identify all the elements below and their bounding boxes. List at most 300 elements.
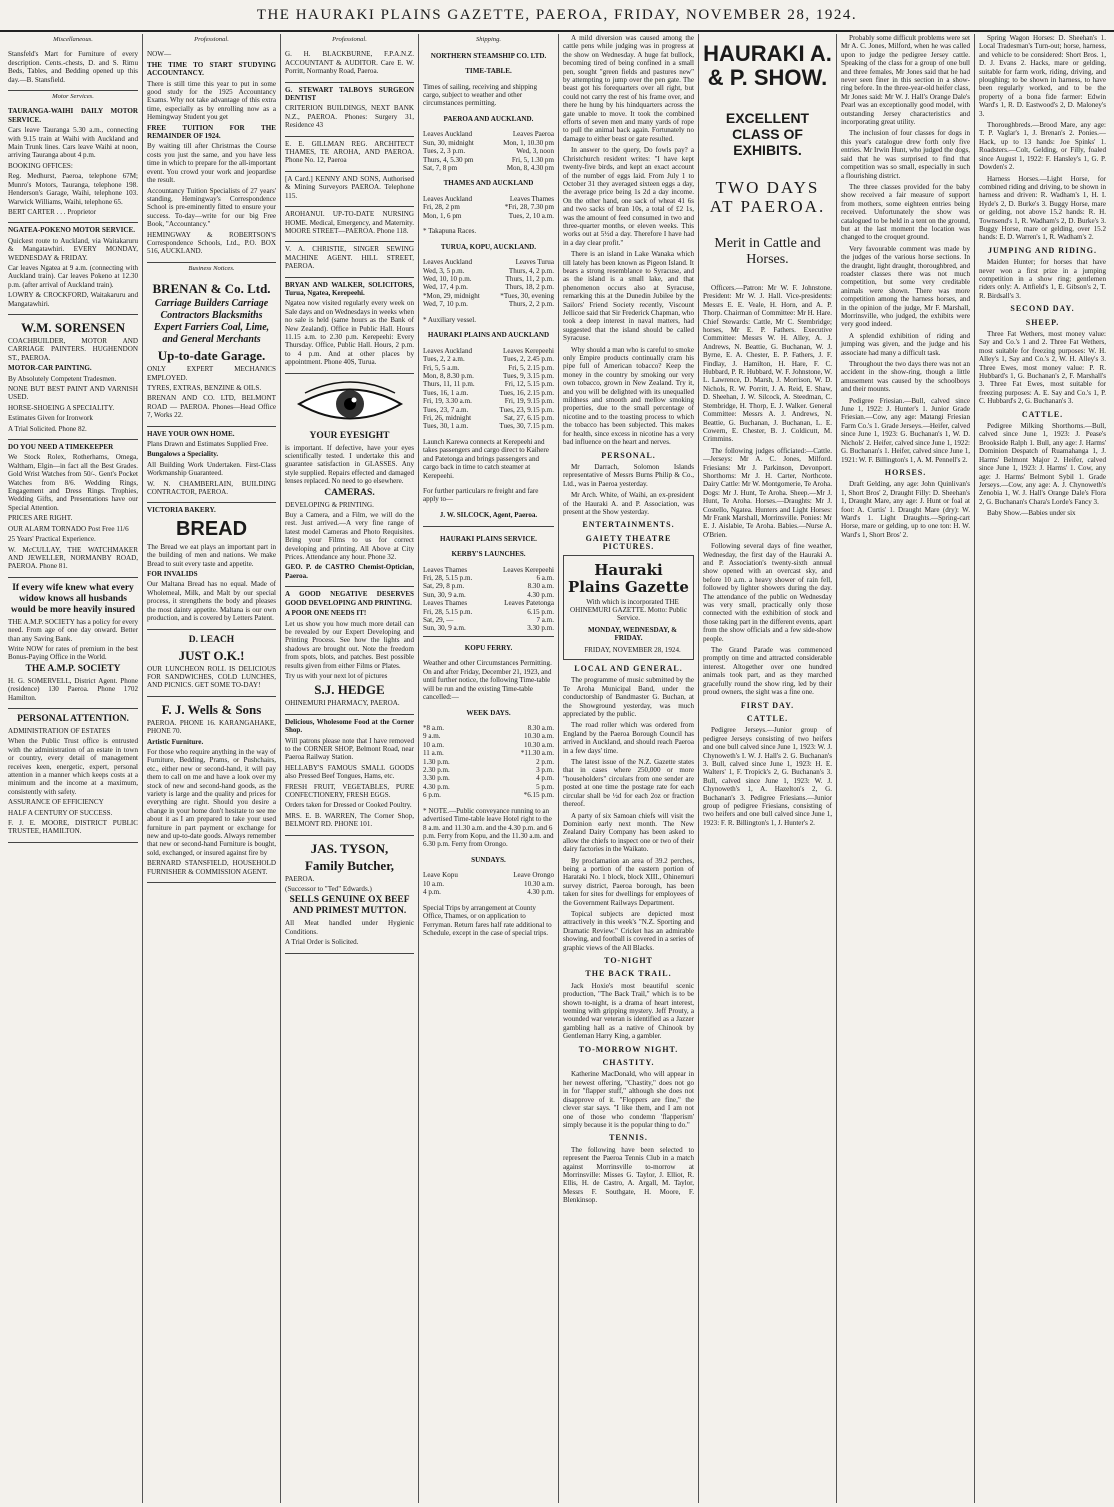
timetable-cell: 4 p.m. (536, 774, 554, 783)
timetable-row (423, 566, 554, 574)
own-home-title: HAVE YOUR OWN HOME. (147, 429, 235, 438)
timetable-cell: Sat, 29, — (423, 616, 454, 624)
timetable-row (423, 724, 554, 732)
mild-text: A mild diversion was caused among the cattle pens while judging was in progress at the show on Wednesday. A huge fat bullock, becoming tired of being confined in a small pen, sought "green fields and pastures new" by attempting to jump over the pen gate. The beast got his forequarters over all right, but could not carry the rest of his frame over, and there he hung by his hindquarters across the gate unable to move. It took the combined efforts of seven men and many yards of rope to pull the animal back again. Fortunately no damage to either beast or gate resulted. (563, 34, 694, 143)
section-head-motor: Motor Services. (52, 93, 94, 101)
tomorrow-head: TO-MORROW NIGHT. (578, 1044, 679, 1054)
sundays-table (423, 871, 554, 896)
timetable-cell: Fri, 5, 2.15 p.m. (508, 363, 554, 372)
timetable-cell: Leaves Patetonga (504, 599, 554, 608)
timetable-cell: 8.30 a.m. (527, 724, 554, 733)
timetable-cell: *Mon, 29, midnight (423, 291, 480, 300)
tyson-succ: (Successor to "Ted" Edwards.) (285, 885, 372, 894)
garage-title: Up-to-date Garage. (157, 348, 266, 364)
horses-head: HORSES. (884, 467, 927, 477)
timetable-row (423, 422, 554, 430)
divider (423, 526, 554, 527)
timetable-cell: Thurs, 18, 2 p.m. (505, 283, 554, 292)
timetable-cell: 3.30 p.m. (527, 624, 554, 633)
bakery-ad (147, 503, 276, 629)
tauranga-text: Cars leave Tauranga 5.30 a.m., connecting with 9.15 train at Waihi with Auckland and Main Trunk lines. Cars leave Waihi at noon, arriving Tauranga about 4 p.m. (8, 126, 138, 160)
masthead-title: THE HAURAKI PLAINS GAZETTE, PAEROA, FRIDAY, NOVEMBER 28, 1924. (256, 7, 858, 23)
favourable-text: Very favourable comment was made by the judges of the various horse sections. In the draught, light draught, thoroughbred, and roadster classes there was not much competition, but some very creditable animals were shown. There was more competition among the harness horses, and in the opinion of the judge, Mr F. Marshall, Morrinsville, who judged, the exhibits were very good indeed. (841, 244, 970, 329)
timetable-row (423, 888, 554, 896)
local-text1: The programme of music submitted by the Te Aroha Municipal Band, under the conductorship of Bandmaster G. Buchan, at the Showground yesterday, was much appreciated by the public. (563, 676, 694, 719)
timetable-cell: Tues, 16, 1 a.m. (423, 388, 469, 397)
timetable-row (423, 372, 554, 380)
just-ok: JUST O.K.! (178, 647, 245, 663)
local-text4: A party of six Samoan chiefs will visit the Dominion early next month. The New Zealand Dairy Company has been asked to allow the chiefs to inspect one or two of their dairy factories in the Waikato. (563, 811, 694, 854)
mccullay-text: W. McCULLAY, THE WATCHMAKER AND JEWELLER, NORMANBY ROAD, PAEROA. Phone 81. (8, 545, 138, 571)
section-head-misc: Miscellaneous. (53, 36, 93, 43)
bread-text: The Bread we eat plays an important part in the building of men and nations. We make Bread to suit every taste and appetite. (147, 542, 276, 568)
tauranga-ad (8, 104, 138, 223)
timetable-row (423, 732, 554, 740)
sheep-text: Three Fat Wethers, most money value: Say and Co.'s 1 and 2. Three Fat Wethers, most suitable for freezing purposes: W. H. Alley's 1, Say and Co.'s 2, W. H. Alley's 3. Three Ewes, most money value: P. R. Hubbard's 1, G. Buchanan's 2, F. Marshall's 3. Three Fat Ewes, most suitable for freezing purposes: A. E. Say and Co.'s 1, P. C. Hubbard's 2, G. Buchanan's 3. (979, 330, 1106, 406)
estates-text: When the Public Trust office is entrusted with the administration of an estate in town or country, every detail of management receives keen, energetic, expert, personal attention in a manner which keeps costs at a minimum and the income at a maximum, consistently with safety. (8, 737, 138, 796)
section-head-shipping: Shipping. (475, 36, 502, 43)
corner-shop-ad (285, 715, 414, 836)
timetable-row (423, 397, 554, 405)
exhibit-text: The inclusion of four classes for dogs in this year's catalogue drew forth only five entries. Mr Irwin Hunt, who judged the dogs, said that he was surprised to find that competition was so small, especially in such a flourishing district. (841, 129, 970, 180)
why-text: Why should a man who is careful to smoke only Empire products continually cram his pipe full of American tobacco? Keep the money in the country by smoking our very own tobacco, grown in New Zealand. Try it, and you will be delighted with its unequalled mildness and smooth and mellow smoking properties, due to the small percentage of nicotine and to the toasting process to which the tobacco has been subjected. This makes for health, since excess in nicotine has a very bad influence on the heart and nerves. (563, 345, 694, 447)
timetable-row (423, 164, 554, 172)
stansfeld-ad (8, 47, 138, 91)
timetable-cell: 10.30 a.m. (524, 879, 554, 888)
criterion: CRITERION BUILDINGS, NEXT BANK N.Z., PAEROA. Phones: Surgery 31, Residence 43 (285, 104, 414, 130)
column-8 (974, 34, 1110, 1503)
fresh: FRESH FRUIT, VEGETABLES, PURE CONFECTIONERY, FRESH EGGS. (285, 782, 414, 799)
first-day-head: FIRST DAY. (740, 700, 795, 710)
tauranga-title: TAURANGA-WAIHI DAILY MOTOR SERVICE. (8, 107, 138, 124)
timetable-cell: Leaves Kerepeehi (502, 565, 554, 574)
timetable-cell: 6.15 p.m. (527, 607, 554, 616)
meat: All Meat handled under Hygienic Conditions. (285, 919, 414, 936)
timetable-cell: Tues, 2, 3 p.m. (423, 147, 466, 156)
local-text2: The road roller which was ordered from England by the Paeroa Borough Council has arrived in Auckland, and should reach Paeroa in a few days' time. (563, 721, 694, 755)
start-text3: Accountancy Tuition Specialists of 27 years' standing, Hemingway's Correspondence School is pre-eminently fitted to ensure your success. To-day—write for our big Free Book, "Accountancy." (147, 186, 276, 229)
tyson-sub: Family Butcher, (304, 857, 395, 873)
now-text: NOW— (147, 50, 172, 59)
timetable-cell: Fri, 28, 5.15 p.m. (423, 607, 473, 616)
timekeeper-ad (8, 440, 138, 578)
personal-title: PERSONAL ATTENTION. (17, 713, 129, 724)
start-text: There is still time this year to put in some good study for the 1925 Accountancy Exams. Why not take advantage of this extra time, especially as by enrolling now as a Hemingway Student you get (147, 79, 276, 122)
talboys: G. STEWART TALBOYS SURGEON DENTIST (285, 85, 414, 103)
timetable-cell: 10 a.m. (423, 740, 445, 749)
cattle-head-2: CATTLE. (1021, 409, 1064, 419)
timetable-row (423, 300, 554, 308)
wife-text: If every wife knew what every widow knows all husbands would be more heavily insured (10, 582, 136, 615)
section-head-professional-2: Professional. (332, 36, 367, 43)
booking-title: BOOKING OFFICES: (8, 161, 73, 170)
timetable-cell: Thurs, 2, 2 p.m. (508, 300, 554, 309)
timetable-cell: Fri, 19, 3.30 a.m. (423, 397, 472, 406)
timetable-cell: 2 p.m. (536, 757, 554, 766)
timetable-row (423, 275, 554, 283)
note-text: * NOTE.—Public conveyance running to an advertised Time-table leave Hotel right to the 8 a.m. and 11.30 a.m. and the 4.30 p.m. and 6 p.m. Ferry from Kopu, and the 11.30 a.m. and 6.30 p.m. Ferry from Orongo. (423, 806, 554, 849)
headline-show: HAURAKI A. & P. SHOW. (703, 41, 832, 90)
sorensen-line1: MOTOR-CAR PAINTING. (8, 364, 92, 373)
ngatea-title: NGATEA-POKENO MOTOR SERVICE. (8, 226, 135, 235)
cattle-head: CATTLE. (746, 713, 789, 723)
half-century: HALF A CENTURY OF SUCCESS. (8, 808, 113, 817)
wells-addr: PAEROA. PHONE 16. KARANGAHAKE, PHONE 70. (147, 718, 276, 736)
free-tuition: FREE TUITION FOR THE REMAINDER OF 1924. (147, 123, 276, 141)
headline-two-days: TWO DAYS AT PAEROA. (709, 178, 826, 216)
three-classes-text: The three classes provided for the baby show received a fair measure of support from mothers, some eighteen entries being received. Unfortunately the show was catalogued to be held in a tent on the ground, but at the last moment the location was changed to the croquet ground. (841, 182, 970, 242)
timetable-cell: Leaves Auckland (423, 194, 473, 203)
northern: NORTHERN STEAMSHIP CO. LTD. (430, 51, 547, 60)
hp-service: HAURAKI PLAINS SERVICE. (440, 534, 537, 543)
timetable-row (423, 783, 554, 791)
gazette-box (563, 555, 694, 660)
column-7 (836, 34, 974, 1503)
corner-shop: Delicious, Wholesome Food at the Corner Shop. (285, 717, 414, 735)
timetable-cell: Leaves Kerepeehi (502, 346, 554, 355)
booking-sign: BERT CARTER . . . Proprietor (8, 207, 97, 216)
timetable-row (423, 741, 554, 749)
section-head-business: Business Notices. (188, 264, 235, 272)
hemingway-sign: HEMINGWAY & ROBERTSON'S Correspondence Schools, Ltd., P.O. BOX 516, AUCKLAND. (147, 230, 276, 256)
harness-text: Harness Horses.—Light Horse, for combined riding and driving, to be shown in harness and driven: R. Wadham's 1, H. I. Hyde's 2, D. Burke's 3. Buggy Horse, mare or gelding, not above 15.2 hands: R. H. Townsend's 1, R. Wadham's 2, D. Burke's 3. Buggy Horse, mare or gelding, over 15.2 hands: E. D. Warren's 1, R. Wadham's 2. (979, 174, 1106, 242)
column-6 (698, 34, 836, 1503)
timetable-row (423, 283, 554, 291)
blackburne: G. H. BLACKBURNE, F.P.A.N.Z. ACCOUNTANT & AUDITOR. Care E. W. Porritt, Normanby Road, Paeroa. (285, 50, 414, 76)
timetable-row (423, 766, 554, 774)
timetable-cell: Leaves Thames (423, 599, 468, 608)
own-home-text2: All Building Work Undertaken. First-Class Workmanship Guaranteed. (147, 460, 276, 478)
negative-text: Let us show you how much more detail can be revealed by our Expert Developing and Printing Process. See how the lights and shadows are brought out. Note the freedom from spots, blots, and patches. Best possible results given from either Films or Plates. (285, 619, 414, 670)
arohanui-ad (285, 207, 414, 242)
ngatea-text2: Car leaves Ngatea at 9 a.m. (connecting with Auckland train). Car leaves Pokeno at 12.30 p.m. (after arrival of Auckland train). (8, 263, 138, 289)
thames-auckland-table (423, 195, 554, 220)
timetable-row (423, 880, 554, 888)
brenan-title: BRENAN & Co. Ltd. (152, 281, 271, 297)
timetable-cell: *8 a.m. (423, 724, 445, 733)
try-us: Try us with your next lot of pictures (285, 671, 388, 680)
hemingway-ad (147, 47, 276, 262)
artistic-text: For those who require anything in the way of Furniture, Bedding, Prams, or Pushchairs, etc., either new or second-hand, it will pay them to call on me and have a look over my stock of new and second-hand goods, as the variety is large and the quality and prices for everything are right. Should you desire a change in your home don't hesitate to see me about it as I am prepared to take your used furniture in part payment or exchange for new and up-to-date goods. Always remember that new or second-hand Furniture is bought, sold, exchanged, or insured against fire by (147, 747, 276, 857)
orders: Orders taken for Dressed or Cooked Poultry. (285, 801, 412, 810)
local-text5: By proclamation an area of 39.2 perches, being a portion of the eastern portion of Harataki No. 1 block, block XIII., Ohinemuri survey district, Paeroa borough, has been taken for sites for dwellings for employees of the Government Railways Department. (563, 856, 694, 907)
timetable-row (423, 758, 554, 766)
timetable-cell: 10.30 a.m. (524, 740, 554, 749)
timetable-row (423, 195, 554, 203)
timetable-cell: Tues, 2, 2.45 p.m. (503, 355, 554, 364)
timetable-row (423, 749, 554, 757)
sorensen-line6: A Trial Solicited. Phone 82. (8, 424, 87, 433)
brenan-lines: Carriage Builders Carriage Contractors Blacksmiths Expert Farriers Coal, Lime, and General Merchants (153, 298, 270, 346)
timetable-cell: Tues, 30, 7.15 p.m. (499, 422, 554, 431)
timetable-cell: Sat, 29, 8 p.m. (423, 582, 465, 591)
timetable-row (423, 355, 554, 363)
local-text3: The latest issue of the N.Z. Gazette states that in cases where 250,000 or more "householders" circulars from one sender are posted at one time the postage rate for each circular shall be ½d for each 2oz or fraction thereof. (563, 758, 694, 809)
corner-text: Will patrons please note that I have removed to the CORNER SHOP, Belmont Road, near Paeroa Railway Station. (285, 736, 414, 762)
timetable-row (423, 599, 554, 607)
timetable-cell: Leaves Auckland (423, 258, 473, 267)
entertainments-head: ENTERTAINMENTS. (582, 520, 675, 530)
timetable-row (423, 347, 554, 355)
timetable-row (423, 406, 554, 414)
timetable-cell: Leave Kopu (423, 871, 458, 880)
gazette-title: Hauraki Plains Gazette (568, 560, 689, 596)
start-title: THE TIME TO START STUDYING ACCOUNTANCY. (147, 60, 276, 78)
timetable-cell: *11.30 a.m. (520, 749, 554, 758)
timekeeper-text: We Stock Rolex, Rotherhams, Omega, Waltham, Elgin—in fact all the Best Grades. Gold Wrist Watches from 50/-. Gent's Pocket Watches from 8/6. Wedding Rings, Engagement and Dress Rings. Trophies, Wedding Gifts, and Presentations have our Special Attention. (8, 453, 138, 512)
ngatea-text: Quickest route to Auckland, via Waitakaruru & Mangatawhiri. EVERY MONDAY, WEDNESDAY & FRIDAY. (8, 236, 138, 262)
turua-kopu-table (423, 258, 554, 308)
personal-head: PERSONAL. (601, 450, 656, 460)
kopu-ferry: KOPU FERRY. (464, 643, 513, 652)
hedge-sub: OHINEMURI PHARMACY, PAEROA. (285, 699, 400, 708)
timetable-row (423, 389, 554, 397)
paeroa-auckland-title: PAEROA AND AUCKLAND. (443, 114, 534, 123)
start-text2: By waiting till after Christmas the Course costs you just the same, and you have less time in which to prepare for the all-important event. You crowd your work and jeopardise the result. (147, 142, 276, 185)
stansfield-sign: BERNARD STANSFIELD, HOUSEHOLD FURNISHER & COMMISSION AGENT. (147, 859, 276, 876)
garage-tyres: TYRES, EXTRAS, BENZINE & OILS. (147, 383, 262, 392)
chastity-head: CHASTITY. (602, 1058, 655, 1068)
timetable-cell: Wed, 10, 10 p.m. (423, 275, 472, 284)
timetable-cell: Wed, 3, noon (516, 147, 554, 156)
timetable-cell: Mon, 1, 10.30 pm (503, 138, 554, 147)
timetable-cell: 4.30 p.m. (423, 782, 450, 791)
timetable-cell: Wed, 17, 4 p.m. (423, 283, 468, 292)
tyson-paeroa: PAEROA. (285, 874, 315, 883)
timetable-cell: *6.15 p.m. (523, 791, 554, 800)
baby-show-text: Baby Show.—Babies under six (987, 509, 1076, 518)
gazette-date: FRIDAY, NOVEMBER 28, 1924. (584, 645, 681, 654)
timetable-cell: Leave Orongo (513, 871, 554, 880)
brenan-ad (147, 276, 276, 426)
timetable-cell: Fri, 19, 9.15 p.m. (504, 397, 554, 406)
eyesight-text: is important. If defective, have your eyes scientifically tested. I undertake this and guarantee satisfaction in GLASSES. Any style supplied. Repairs effected and damaged lenses replaced. No need to go elsewhere. (285, 443, 414, 486)
garage-text: ONLY EXPERT MECHANICS EMPLOYED. (147, 365, 276, 382)
timetable-cell: Sun, 30, 9 a.m. (423, 590, 466, 599)
cattle-text-2: Pedigree Milking Shorthorns.—Bull, calved since June 1, 1923: J. Pease's Brookside Ralph 1. Bull, any age: J. Harms' Dominion Despatch of Ruamahanga 1, J. Harms' Belmont Major 2. Heifer, calved since June 1, 1923: J. Harms' 1. Cow, any age: J. Harms' Belmont Sybil 1. Grade Jerseys.—Cow, any age: A. J. Chynoweth's Zenobia 1, W. J. Hall's Orange Dale's Flora 2, G. Buchanan's Chara's Lorde's Fancy 3. (979, 422, 1106, 506)
timetable-row (423, 380, 554, 388)
timetable-row (423, 774, 554, 782)
local-text6: Topical subjects are depicted most attractively in this week's "N.Z. Sporting and Dramatic Review." Cricket has an admirable showing, and football is covered in a series of graphic views of the All Blacks. (563, 909, 694, 952)
timetable-row (423, 871, 554, 879)
timetable-row (423, 156, 554, 164)
timetable-cell: Tues, 9, 3.15 p.m. (503, 372, 554, 380)
sorensen-title: W.M. SORENSEN (21, 319, 125, 335)
timekeeper-alarm: OUR ALARM TORNADO Post Free 11/6 (8, 524, 129, 533)
timekeeper-exp: 25 Years' Practical Experience. (8, 535, 96, 544)
timetable-cell: Wed, 7, 10 p.m. (423, 300, 468, 309)
christie: V. A. CHRISTIE, SINGER SEWING MACHINE AGENT. HILL STREET, PAEROA. (285, 245, 414, 271)
timetable-cell: 3 p.m. (536, 766, 554, 775)
timetable-cell: Mon, 1, 6 pm (423, 211, 462, 220)
timetable-cell: Fri, 12, 5.15 p.m. (504, 380, 554, 389)
silcock: J. W. SILCOCK, Agent, Paeroa. (439, 510, 538, 519)
timetable-cell: Tues, 23, 9.15 p.m. (499, 405, 554, 414)
timekeeper-prices: PRICES ARE RIGHT. (8, 514, 73, 523)
turua-kopu-title: TURUA, KOPU, AUCKLAND. (440, 242, 537, 251)
hedge: S.J. HEDGE (314, 682, 385, 698)
tyson-ad (285, 836, 414, 954)
garage-sign: BRENAN AND CO. LTD, BELMONT ROAD — PAEROA. Phones—Head Office 7, Works 22. (147, 394, 276, 420)
cattle-text: Pedigree Jerseys.—Junior group of pedigree Jerseys consisting of two heifers and one bull calved since June 1, 1923: W. J. Chynoweth's I. W. J. Hall's 2. G. Buchanan's 3. Bull, calved since June 1, 1923: H. E. Walters' 1, F. Tropick's 2, G. Buchanan's 3. Bull, calved since June 1, 1923: W. J. Chynoweth's 1, A. Hazelton's 2, G. Buchanan's 3. Pedigree Friesians.—Junior group of pedigree Friesians, consisting of two heifers and one bull calved since June 1, 1923: F. R. Billington's 1, J. Hunter's 2. (703, 726, 832, 827)
gaiety-head: GAIETY THEATRE PICTURES. (585, 533, 672, 552)
timetable-cell: Leaves Paeroa (512, 130, 554, 139)
thoroughbreds-text: Thoroughbreds.—Brood Mare, any age: T. P. Vaglar's 1, J. Brenan's 2. Ponies.—Hack, up to 13 hands: Joe Spinks' 1. Roadsters.—Colt, Gelding, or Filly, foaled since August 1, 1922: F. Hansley's 1, G. P. Dowden's 2. (979, 121, 1106, 172)
timetable-cell: 10.30 a.m. (524, 732, 554, 741)
hellaby: HELLABY'S FAMOUS SMALL GOODS also Pressed Beef Tongues, Hams, etc. (285, 763, 414, 781)
timetable-cell: Sat, 27, 6.15 p.m. (503, 414, 554, 423)
divider (423, 636, 554, 637)
timetable-cell: Fri, 5, 5 a.m. (423, 363, 460, 372)
horses-text: Draft Gelding, any age: John Quinlivan's 1, Short Bros' 2, Draught Filly: D. Sheehan's 1, Draught Mare, any age: J. Hunt or foal at foot: A. Curtis' 1. Draught Mare (dry): W. Ward's 1. Light Draughts.—Spring-cart Horse, mare or gelding, up to one ton: H. W. Ward's 1, Short Bros' 2. (841, 480, 970, 539)
eyesight-title: YOUR EYESIGHT (309, 430, 390, 441)
timetable-cell: Sat, 7, 8 pm (423, 163, 458, 172)
timetable-row (423, 582, 554, 590)
timetable-cell: Leaves Turua (515, 258, 554, 267)
headline-exhibits: EXCELLENT CLASS OF EXHIBITS. (725, 110, 810, 158)
lunch-text: OUR LUNCHEON ROLL IS DELICIOUS FOR SANDWICHES, COLD LUNCHES, AND PICNICS. GET SOME TO-DAY! (147, 664, 276, 690)
decastro: GEO. P. de CASTRO Chemist-Optician, Paeroa. (285, 563, 414, 580)
sorensen-line2: By Absolutely Competent Tradesmen. (8, 374, 117, 383)
throughout-text: Throughout the two days there was not an accident in the show-ring, though a little amusement was caused by the schoolboys and their mounts. (841, 360, 970, 394)
leach: D. LEACH (188, 634, 235, 645)
sells: SELLS GENUINE OX BEEF AND PRIMEST MUTTON. (289, 895, 410, 917)
amp-agent: H. G. SOMERVELL, District Agent. Phone (residence) 130 Paeroa. Phone 1702 Hamilton. (8, 676, 138, 702)
trial: A Trial Order is Solicited. (285, 938, 359, 947)
timetable-cell: 4.30 p.m. (527, 590, 554, 599)
week-days: WEEK DAYS. (466, 708, 511, 717)
arohanui: AROHANUI. UP-TO-DATE NURSING HOME. Medical, Emergency, and Maternity. MOORE STREET—PAEROA. Phone 118. (285, 210, 414, 235)
back-trail-head: THE BACK TRAIL. (585, 969, 672, 979)
cameras-title: CAMERAS. (324, 487, 375, 498)
timetable-row (423, 616, 554, 624)
stansfeld-text: Stansfeld's Mart for Furniture of every description. Cents.-chests, D. and S. Rimu Beds, Tables, and Bedding opened up this day.—B. Stansfield. (8, 50, 138, 84)
wagon-text: Spring Wagon Horses: D. Sheehan's 1. Local Tradesman's Turn-out; horse, harness, and vehicle to be considered: Short Bros. 1, D. J. Evans 2. Hacks, mare or gelding, suitable for farm work, riding, driving, and ploughing; to be shown in harness, to have been regularly worked, and to be the property of a bona fide farmer: Edwin Ward's 1, R. D. Eastwood's 2, D. Maloney's 3. (979, 34, 1106, 118)
timetable-row (423, 608, 554, 616)
castro-ad (285, 374, 414, 588)
timetable-cell: 5 p.m. (536, 782, 554, 791)
timetable-row (423, 258, 554, 266)
warren: MRS. E. B. WARREN, The Corner Shop, BELMONT RD. PHONE 101. (285, 811, 414, 829)
timetable-cell: Leaves Auckland (423, 130, 473, 139)
timetable-cell: 10 a.m. (423, 879, 445, 888)
chastity-text: Katherine MacDonald, who will appear in her newest offering, "Chastity," does not go in for "flapper stuff," although she does not disapprove of it. "Floppers are fine," the clever star says. "I like them, and I am not one of those who condemn 'flapperism' simply because it is the popular thing to do." (563, 1070, 694, 1129)
tyson: JAS. TYSON, (310, 840, 389, 856)
timetable-cell: Tues, 2, 10 a.m. (508, 211, 554, 220)
timekeeper-title: DO YOU NEED A TIMEKEEPER (8, 443, 114, 452)
public-trust-ad (8, 709, 138, 843)
special-text: Special Trips by arrangement at County Office, Thames, or on application to Ferryman. Return fares half rate additional to Schedule, except in the case of special trips. (423, 903, 552, 937)
timetable-cell: 8.30 a.m. (527, 582, 554, 591)
timetable-cell: Tues, 2, 2 a.m. (423, 355, 465, 364)
artistic: Artistic Furniture. (147, 737, 204, 746)
paeroa-auckland-table (423, 130, 554, 172)
timetable-cell: Thurs, 4, 2 p.m. (508, 266, 554, 275)
bryan: BRYAN AND WALKER, SOLICITORS, Turua, Ngatea, Kerepeehi. (285, 280, 414, 297)
ngatea-ad (8, 223, 138, 315)
personal-text2: Mr Arch. White, of Waihi, an ex-president of the Hauraki A. and P. Association, was present at the Show yesterday. (563, 491, 694, 516)
timetable-cell: 7 a.m. (536, 616, 554, 624)
takapuna-note: * Takapuna Races. (423, 227, 477, 236)
poor-one: A POOR ONE NEEDS IT! (285, 609, 367, 618)
timetable-cell: Tues, 16, 2.15 p.m. (499, 388, 554, 397)
eye-icon (295, 381, 405, 427)
back-trail-text: Jack Hoxie's most beautiful scenic production, "The Back Trail," which is to be shown to-night, is a drama of heart interest, teeming with gripping mystery. Jeff Prouty, a wounded war veteran is identified as a Jazzer gambling hall as a native of Chinook by Gentleman Harry King, a gambler. (563, 981, 694, 1041)
bungalows: Bungalows a Speciality. (147, 450, 219, 459)
assurance: ASSURANCE OF EFFICIENCY (8, 798, 104, 807)
kopu-text: Weather and other Circumstances Permitting. On and after Friday, December 21, 1923, and until further notice, the following Time-table will be run and the existing Time-table cancelled:— (423, 659, 552, 702)
timetable-row (423, 130, 554, 138)
timetable-cell: Thurs, 11, 2 p.m. (505, 275, 554, 284)
sorensen-line5: Estimates Given for Ironwork (8, 414, 93, 423)
tonight-head: TO-NIGHT (604, 956, 653, 965)
gillman: E. E. GILLMAN REG. ARCHITECT THAMES, TE AROHA, AND PAEROA. Phone No. 12, Paeroa (285, 139, 414, 165)
jumping-text: Maiden Hunter; for horses that have never won a first prize in a jumping competition in a show ring; gentlemen riders only: A. Attfield's 1, E. Gibson's 2, T. R. Birdsall's 3. (979, 258, 1106, 300)
auxiliary-note: * Auxiliary vessel. (423, 315, 476, 324)
ngatea-sign: LOWRY & CROCKFORD, Waitakaruru and Mangatawhiri. (8, 291, 138, 308)
estates-title: ADMINISTRATION OF ESTATES (8, 726, 111, 735)
week-days-table (423, 724, 554, 800)
invalids-text: Our Maltana Bread has no equal. Made of Wholemeal, Milk, and Malt by our special process, it strengthens the body and pleases the most dainty appetite. Maltana is our own production, and is covered by Letters Patent. (147, 580, 276, 623)
timetable: TIME-TABLE. (465, 67, 512, 75)
section-head-professional: Professional. (194, 36, 229, 43)
timetable-cell: Wed, 3, 5 p.m. (423, 266, 465, 275)
tennis-text: The following have been selected to represent the Paeroa Tennis Club in a match against Morrinsville to-morrow at Morrinsville: Misses G. Taylor, J. Elliot, R. Ellis, H. de Castro, A. Argall, M. Taylor, Messrs F. Southgate, H. Moore, F. Blenkinsop. (563, 1145, 694, 1205)
hauraki-auckland-table (423, 347, 554, 431)
timetable-cell: 6 p.m. (423, 791, 441, 800)
island-text: There is an island in Lake Wanaka which till lately has been known as Pigeon Island. It bears a strong resemblance to Syracuse, and as the island is a small lake, and that phenomenon occurs also at Syracuse, remarking this at the Dunedin Jubilee by the Sailors' Friend Society recently, Viscount Jellicoe said that Sir Frederick Chapman, who took a deep interest in naval matters, had suggested that the island should be called Syracuse. (563, 250, 695, 343)
invalids: FOR INVALIDS (147, 570, 198, 579)
probably-text: Probably some difficult problems were set Mr A. C. Jones, Milford, when he was called upon to judge the pedigree Jersey cattle. Speaking of the class for a group of one bull and three females, Mr Jones said that he had never seen finer in this section in a show-ring before. In the three-year-old heifer class, Mr Jones said: Mr W. J. Hall's Orange Dale's Pearl was an exceptionally good model, with outstanding Jersey characteristics and incorporating great utility. (841, 34, 970, 127)
timetable-row (423, 147, 554, 155)
timetable-cell: Tues, 30, 1 a.m. (423, 422, 469, 431)
timetable-cell: Leaves Thames (423, 565, 468, 574)
chamberlain-sign: W. N. CHAMBERLAIN, BUILDING CONTRACTOR, PAEROA. (147, 479, 276, 497)
timetable-cell: *Tues, 30, evening (500, 291, 554, 300)
kenny-ad (285, 172, 414, 207)
timetable-cell: Sun, 30, midnight (423, 138, 474, 147)
timetable-cell: 2.30 p.m. (423, 766, 450, 775)
own-home-text: Plans Drawn and Estimates Supplied Free. (147, 440, 268, 448)
timetable-cell: Thurs, 11, 11 p.m. (423, 380, 475, 389)
timetable-cell: Tues, 23, 7 a.m. (423, 405, 469, 414)
kerby-table (423, 566, 554, 633)
timetable-cell: Thurs, 4, 5.30 pm (423, 155, 474, 164)
sundays: SUNDAYS. (471, 855, 506, 864)
amp-ad (8, 578, 138, 709)
newspaper-columns (4, 34, 1110, 1503)
thames-auckland-title: THAMES AND AUCKLAND (443, 179, 534, 188)
timetable-cell: Mon, 8, 4.30 pm (506, 163, 554, 172)
column-2 (142, 34, 280, 1503)
masthead (0, 0, 1114, 32)
timetable-row (423, 203, 554, 211)
negative-title: A GOOD NEGATIVE DESERVES GOOD DEVELOPING AND PRINTING. (285, 590, 414, 607)
hauraki-auckland-title: HAURAKI PLAINS AND AUCKLAND (427, 331, 550, 340)
timetable-cell: Fri, 26, midnight (423, 414, 472, 423)
timetable-cell: 4 p.m. (423, 888, 441, 897)
splendid-text: A splendid exhibition of riding and jumping was given, and the judge and his associate had many a difficult task. (841, 331, 970, 357)
booking-text: Reg. Medhurst, Paeroa, telephone 67M; Munro's Motors, Tauranga, telephone 198. Henderson's Garage, Waihi, telephone 103. Warwick Williams, Waihi, telephone 65. (8, 172, 138, 206)
chamberlain-ad (147, 427, 276, 504)
bryan-ad (285, 278, 414, 374)
timetable-row (423, 791, 554, 799)
timetable-cell: Mon, 8, 8.30 p.m. (423, 372, 474, 380)
timetable-row (423, 414, 554, 422)
timetable-cell: 1.30 p.m. (423, 757, 450, 766)
gazette-days: MONDAY, WEDNESDAY, & FRIDAY. (587, 625, 678, 643)
talboys-ad (285, 83, 414, 137)
